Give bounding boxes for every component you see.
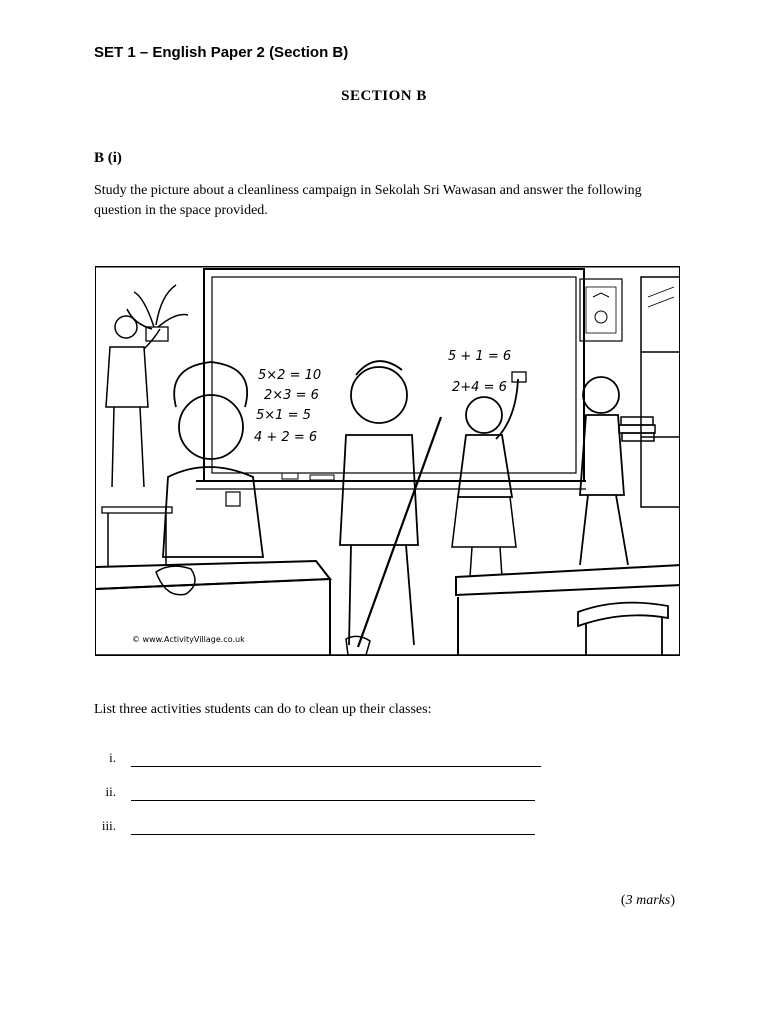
set-title: SET 1 – English Paper 2 (Section B) xyxy=(94,44,349,61)
answer-blank[interactable] xyxy=(131,766,541,767)
boy-carrying-books xyxy=(583,377,619,413)
answer-blank[interactable] xyxy=(131,800,535,801)
board-sum: 4 + 2 = 6 xyxy=(254,430,318,445)
section-heading: SECTION B xyxy=(341,88,427,104)
marks-word: marks xyxy=(636,893,671,908)
question-prompt: List three activities students can do to clean up their classes: xyxy=(94,702,432,717)
answer-line-2[interactable] xyxy=(88,784,558,804)
board-sum: 2+4 = 6 xyxy=(452,380,507,395)
answer-numeral: iii. xyxy=(101,818,116,833)
board-sum: 5×2 = 10 xyxy=(258,368,322,383)
instructions: Study the picture about a cleanliness campaign in Sekolah Sri Wawasan and answer the following question in the space provided. xyxy=(94,183,642,218)
chair xyxy=(578,603,668,626)
desk xyxy=(456,565,680,595)
board-sum: 5×1 = 5 xyxy=(256,408,311,423)
marks-number: 3 xyxy=(625,893,633,908)
answer-numeral: i. xyxy=(109,750,116,765)
classroom-illustration xyxy=(95,266,680,656)
board-sum: 5 + 1 = 6 xyxy=(448,349,512,364)
board-sum: 2×3 = 6 xyxy=(264,388,319,403)
answer-line-1[interactable] xyxy=(88,750,558,770)
sub-section-heading: B (i) xyxy=(94,150,122,166)
answer-line-3[interactable] xyxy=(88,818,558,838)
answer-blank[interactable] xyxy=(131,834,535,835)
marks-allocation: (3 marks) xyxy=(620,893,675,908)
answer-numeral: ii. xyxy=(105,784,116,799)
image-credit: © www.ActivityVillage.co.uk xyxy=(132,635,245,644)
